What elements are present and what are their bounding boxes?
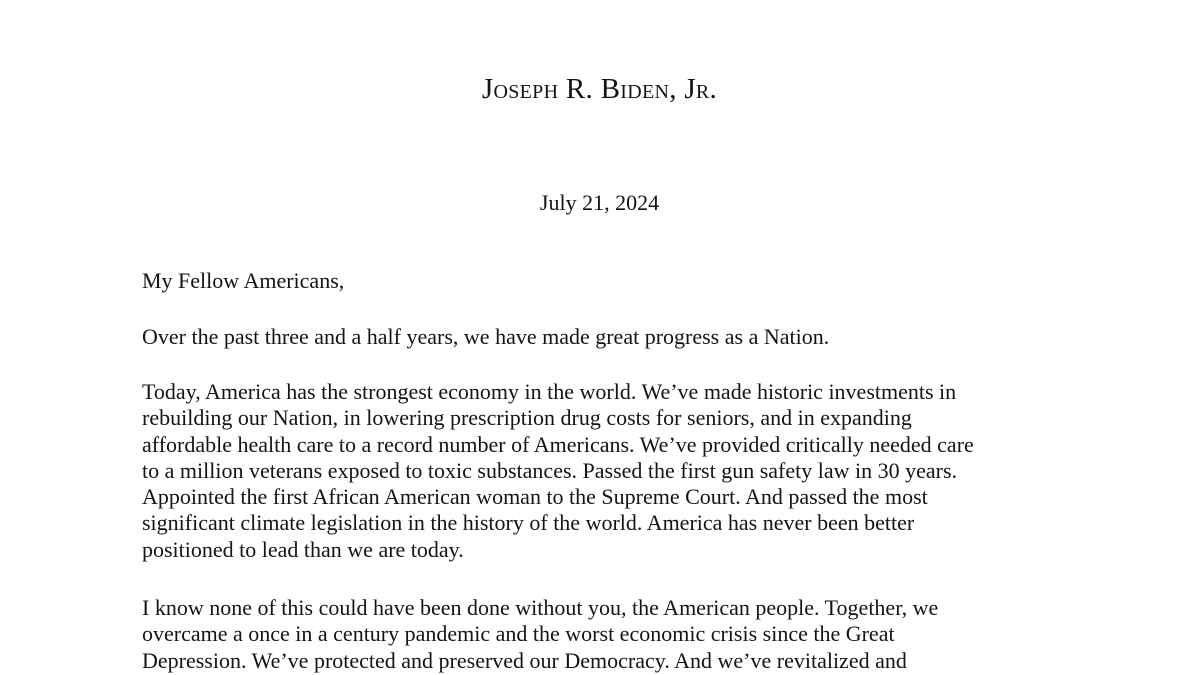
paragraph-2 (142, 379, 1062, 563)
paragraph-line: affordable health care to a record number of Americans. We’ve provided critically needed care (142, 431, 974, 457)
letterhead-name: Joseph R. Biden, Jr. (481, 73, 718, 105)
paragraph-line: Today, America has the strongest economy in the world. We’ve made historic investments in (142, 379, 957, 404)
paragraph-line: rebuilding our Nation, in lowering prescription drug costs for seniors, and in expanding (142, 405, 912, 431)
paragraph-1 (142, 324, 1062, 350)
paragraph-line: to a million veterans exposed to toxic substances. Passed the first gun safety law in 30 years. (142, 457, 958, 483)
salutation-line: My Fellow Americans, (142, 268, 345, 293)
paragraph-line: Appointed the first African American woman to the Supreme Court. And passed the most (142, 484, 928, 510)
letter-date: July 21, 2024 (539, 190, 660, 215)
paragraph-line: significant climate legislation in the history of the world. America has never been better (142, 510, 915, 536)
paragraph-line: Depression. We’ve protected and preserved our Democracy. And we’ve revitalized and (142, 647, 907, 673)
paragraph-line: positioned to lead than we are today. (142, 536, 464, 562)
paragraph-line: overcame a once in a century pandemic and the worst economic crisis since the Great (142, 621, 895, 647)
salutation (142, 268, 1062, 294)
paragraph-line: I know none of this could have been done without you, the American people. Together, we (142, 595, 939, 620)
paragraph-line: Over the past three and a half years, we have made great progress as a Nation. (142, 324, 830, 349)
paragraph-3 (142, 595, 1062, 674)
